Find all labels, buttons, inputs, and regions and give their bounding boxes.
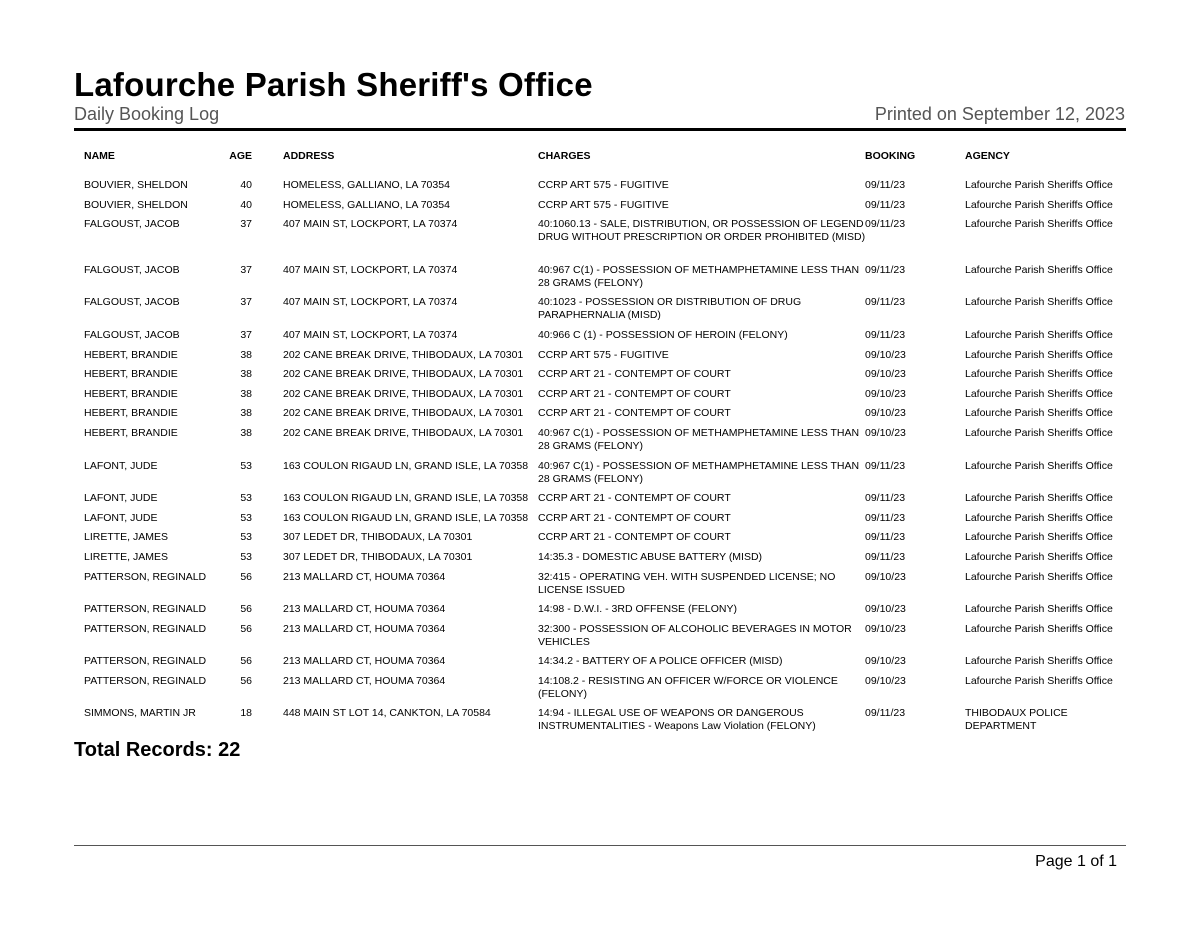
column-header-age: AGE — [229, 150, 252, 162]
record-age: 53 — [240, 492, 252, 505]
record-age: 56 — [240, 674, 252, 687]
record-address: 202 CANE BREAK DRIVE, THIBODAUX, LA 70301 — [283, 387, 524, 400]
table-row — [0, 571, 1200, 604]
table-row — [0, 296, 1200, 329]
record-name: SIMMONS, MARTIN JR — [84, 707, 196, 720]
record-address: 407 MAIN ST, LOCKPORT, LA 70374 — [283, 218, 458, 231]
table-row — [0, 218, 1200, 264]
record-age: 56 — [240, 570, 252, 583]
record-agency: Lafourche Parish Sheriffs Office — [965, 674, 1113, 687]
record-age: 38 — [240, 426, 252, 439]
record-age: 18 — [240, 707, 252, 720]
record-address: 213 MALLARD CT, HOUMA 70364 — [283, 570, 446, 583]
page-number: Page 1 of 1 — [1035, 853, 1117, 870]
record-address: 407 MAIN ST, LOCKPORT, LA 70374 — [283, 263, 458, 276]
record-address: 202 CANE BREAK DRIVE, THIBODAUX, LA 70301 — [283, 426, 524, 439]
record-address: 163 COULON RIGAUD LN, GRAND ISLE, LA 70358 — [283, 492, 529, 505]
record-charges: 40:967 C(1) - POSSESSION OF METHAMPHETAMINE LESS THAN 28 GRAMS (FELONY) — [538, 459, 860, 485]
table-row — [0, 179, 1200, 199]
record-charges: CCRP ART 21 - CONTEMPT OF COURT — [538, 531, 731, 544]
record-charges: 14:108.2 - RESISTING AN OFFICER W/FORCE OR VIOLENCE (FELONY) — [538, 674, 838, 700]
record-booking-date: 09/10/23 — [865, 368, 906, 381]
record-booking-date: 09/11/23 — [865, 707, 906, 720]
report-subtitle: Daily Booking Log — [74, 104, 220, 124]
record-charges: CCRP ART 575 - FUGITIVE — [538, 348, 669, 361]
table-row — [0, 623, 1200, 656]
record-charges: 40:967 C(1) - POSSESSION OF METHAMPHETAMINE LESS THAN 28 GRAMS (FELONY) — [538, 263, 860, 289]
record-name: LAFONT, JUDE — [84, 492, 158, 505]
table-row — [0, 199, 1200, 219]
record-booking-date: 09/11/23 — [865, 550, 906, 563]
record-charges: 40:1060.13 - SALE, DISTRIBUTION, OR POSSESSION OF LEGEND DRUG WITHOUT PRESCRIPTION OR ORDER PROHIBITED (MISD) — [538, 218, 866, 244]
record-booking-date: 09/10/23 — [865, 426, 906, 439]
table-row — [0, 427, 1200, 460]
record-agency: Lafourche Parish Sheriffs Office — [965, 328, 1113, 341]
record-age: 37 — [240, 296, 252, 309]
record-agency: Lafourche Parish Sheriffs Office — [965, 492, 1113, 505]
record-address: 202 CANE BREAK DRIVE, THIBODAUX, LA 70301 — [283, 348, 524, 361]
table-row — [0, 264, 1200, 297]
booking-table — [0, 179, 1200, 740]
record-charges: CCRP ART 21 - CONTEMPT OF COURT — [538, 387, 731, 400]
record-age: 53 — [240, 459, 252, 472]
table-row — [0, 551, 1200, 571]
column-header-name: NAME — [84, 150, 115, 162]
record-agency: Lafourche Parish Sheriffs Office — [965, 218, 1113, 231]
record-address: 407 MAIN ST, LOCKPORT, LA 70374 — [283, 328, 458, 341]
record-charges: CCRP ART 575 - FUGITIVE — [538, 198, 669, 211]
record-booking-date: 09/11/23 — [865, 511, 906, 524]
record-age: 56 — [240, 655, 252, 668]
record-age: 40 — [240, 179, 252, 191]
record-address: HOMELESS, GALLIANO, LA 70354 — [283, 179, 450, 191]
record-booking-date: 09/11/23 — [865, 263, 906, 276]
record-charges: 14:94 - ILLEGAL USE OF WEAPONS OR DANGEROUS INSTRUMENTALITIES - Weapons Law Violation (FELONY) — [538, 707, 816, 733]
record-agency: Lafourche Parish Sheriffs Office — [965, 622, 1113, 635]
record-address: 202 CANE BREAK DRIVE, THIBODAUX, LA 70301 — [283, 368, 524, 381]
record-age: 53 — [240, 511, 252, 524]
record-agency: Lafourche Parish Sheriffs Office — [965, 603, 1113, 616]
record-booking-date: 09/11/23 — [865, 531, 906, 544]
record-charges: 40:966 C (1) - POSSESSION OF HEROIN (FELONY) — [538, 328, 788, 341]
record-booking-date: 09/10/23 — [865, 674, 906, 687]
table-row — [0, 460, 1200, 493]
record-age: 56 — [240, 622, 252, 635]
record-charges: CCRP ART 21 - CONTEMPT OF COURT — [538, 368, 731, 381]
record-agency: Lafourche Parish Sheriffs Office — [965, 655, 1113, 668]
record-address: 163 COULON RIGAUD LN, GRAND ISLE, LA 70358 — [283, 459, 529, 472]
total-records: Total Records: 22 — [74, 739, 241, 761]
record-agency: Lafourche Parish Sheriffs Office — [965, 459, 1113, 472]
record-booking-date: 09/10/23 — [865, 387, 906, 400]
record-booking-date: 09/11/23 — [865, 198, 906, 211]
column-header-agency: AGENCY — [965, 150, 1010, 162]
record-agency: Lafourche Parish Sheriffs Office — [965, 198, 1113, 211]
record-age: 37 — [240, 218, 252, 231]
column-header-booking: BOOKING — [865, 150, 916, 162]
record-booking-date: 09/11/23 — [865, 179, 906, 191]
record-age: 53 — [240, 531, 252, 544]
record-booking-date: 09/10/23 — [865, 407, 906, 420]
record-age: 37 — [240, 263, 252, 276]
record-agency: Lafourche Parish Sheriffs Office — [965, 387, 1113, 400]
printed-date: Printed on September 12, 2023 — [874, 104, 1125, 124]
record-booking-date: 09/11/23 — [865, 296, 906, 309]
table-row — [0, 349, 1200, 369]
record-booking-date: 09/10/23 — [865, 570, 906, 583]
record-name: HEBERT, BRANDIE — [84, 387, 178, 400]
record-booking-date: 09/11/23 — [865, 328, 906, 341]
record-agency: Lafourche Parish Sheriffs Office — [965, 263, 1113, 276]
record-age: 56 — [240, 603, 252, 616]
record-name: HEBERT, BRANDIE — [84, 368, 178, 381]
record-address: 307 LEDET DR, THIBODAUX, LA 70301 — [283, 531, 473, 544]
record-booking-date: 09/10/23 — [865, 622, 906, 635]
record-agency: Lafourche Parish Sheriffs Office — [965, 296, 1113, 309]
record-name: BOUVIER, SHELDON — [84, 198, 188, 211]
record-agency: Lafourche Parish Sheriffs Office — [965, 407, 1113, 420]
record-charges: 32:300 - POSSESSION OF ALCOHOLIC BEVERAGES IN MOTOR VEHICLES — [538, 622, 852, 648]
record-age: 53 — [240, 550, 252, 563]
record-booking-date: 09/10/23 — [865, 603, 906, 616]
table-row — [0, 492, 1200, 512]
record-name: FALGOUST, JACOB — [84, 296, 180, 309]
record-booking-date: 09/11/23 — [865, 218, 906, 231]
record-booking-date: 09/11/23 — [865, 492, 906, 505]
record-age: 37 — [240, 328, 252, 341]
record-address: 213 MALLARD CT, HOUMA 70364 — [283, 603, 446, 616]
column-header-address: ADDRESS — [283, 150, 335, 162]
record-charges: 40:1023 - POSSESSION OR DISTRIBUTION OF DRUG PARAPHERNALIA (MISD) — [538, 296, 802, 322]
record-address: 213 MALLARD CT, HOUMA 70364 — [283, 622, 446, 635]
record-charges: CCRP ART 21 - CONTEMPT OF COURT — [538, 492, 731, 505]
record-name: HEBERT, BRANDIE — [84, 407, 178, 420]
record-name: LIRETTE, JAMES — [84, 550, 169, 563]
record-agency: Lafourche Parish Sheriffs Office — [965, 570, 1113, 583]
record-name: FALGOUST, JACOB — [84, 328, 180, 341]
record-address: HOMELESS, GALLIANO, LA 70354 — [283, 198, 450, 211]
table-row — [0, 388, 1200, 408]
record-name: PATTERSON, REGINALD — [84, 570, 207, 583]
header-divider — [74, 128, 1126, 131]
record-charges: 14:98 - D.W.I. - 3RD OFFENSE (FELONY) — [538, 603, 737, 616]
record-agency: Lafourche Parish Sheriffs Office — [965, 179, 1113, 191]
record-charges: 14:35.3 - DOMESTIC ABUSE BATTERY (MISD) — [538, 550, 763, 563]
record-address: 448 MAIN ST LOT 14, CANKTON, LA 70584 — [283, 707, 491, 720]
footer-divider — [74, 845, 1126, 846]
record-charges: 14:34.2 - BATTERY OF A POLICE OFFICER (MISD) — [538, 655, 783, 668]
record-charges: CCRP ART 21 - CONTEMPT OF COURT — [538, 407, 731, 420]
record-address: 202 CANE BREAK DRIVE, THIBODAUX, LA 70301 — [283, 407, 524, 420]
record-name: HEBERT, BRANDIE — [84, 426, 178, 439]
record-age: 38 — [240, 387, 252, 400]
column-header-charges: CHARGES — [538, 150, 591, 162]
record-name: FALGOUST, JACOB — [84, 218, 180, 231]
record-name: PATTERSON, REGINALD — [84, 622, 207, 635]
record-agency: Lafourche Parish Sheriffs Office — [965, 426, 1113, 439]
page-title: Lafourche Parish Sheriff's Office — [74, 66, 593, 103]
record-name: BOUVIER, SHELDON — [84, 179, 188, 191]
record-address: 163 COULON RIGAUD LN, GRAND ISLE, LA 70358 — [283, 511, 529, 524]
record-agency: Lafourche Parish Sheriffs Office — [965, 531, 1113, 544]
record-agency: THIBODAUX POLICE DEPARTMENT — [965, 707, 1068, 733]
record-name: LIRETTE, JAMES — [84, 531, 169, 544]
table-row — [0, 707, 1200, 740]
record-name: PATTERSON, REGINALD — [84, 655, 207, 668]
table-row — [0, 531, 1200, 551]
record-age: 40 — [240, 198, 252, 211]
record-name: LAFONT, JUDE — [84, 511, 158, 524]
record-charges: 32:415 - OPERATING VEH. WITH SUSPENDED LICENSE; NO LICENSE ISSUED — [538, 570, 836, 596]
record-address: 213 MALLARD CT, HOUMA 70364 — [283, 655, 446, 668]
record-age: 38 — [240, 348, 252, 361]
table-row — [0, 329, 1200, 349]
record-charges: 40:967 C(1) - POSSESSION OF METHAMPHETAMINE LESS THAN 28 GRAMS (FELONY) — [538, 426, 860, 452]
record-name: PATTERSON, REGINALD — [84, 674, 207, 687]
record-booking-date: 09/11/23 — [865, 459, 906, 472]
record-agency: Lafourche Parish Sheriffs Office — [965, 348, 1113, 361]
record-agency: Lafourche Parish Sheriffs Office — [965, 368, 1113, 381]
record-booking-date: 09/10/23 — [865, 348, 906, 361]
record-name: HEBERT, BRANDIE — [84, 348, 178, 361]
table-row — [0, 675, 1200, 708]
record-booking-date: 09/10/23 — [865, 655, 906, 668]
record-agency: Lafourche Parish Sheriffs Office — [965, 550, 1113, 563]
record-address: 213 MALLARD CT, HOUMA 70364 — [283, 674, 446, 687]
record-name: FALGOUST, JACOB — [84, 263, 180, 276]
record-name: PATTERSON, REGINALD — [84, 603, 207, 616]
record-address: 307 LEDET DR, THIBODAUX, LA 70301 — [283, 550, 473, 563]
table-row — [0, 407, 1200, 427]
table-row — [0, 512, 1200, 532]
table-row — [0, 655, 1200, 675]
record-charges: CCRP ART 21 - CONTEMPT OF COURT — [538, 511, 731, 524]
table-header — [0, 150, 1200, 164]
table-row — [0, 603, 1200, 623]
record-charges: CCRP ART 575 - FUGITIVE — [538, 179, 669, 191]
record-agency: Lafourche Parish Sheriffs Office — [965, 511, 1113, 524]
table-row — [0, 368, 1200, 388]
record-address: 407 MAIN ST, LOCKPORT, LA 70374 — [283, 296, 458, 309]
record-age: 38 — [240, 407, 252, 420]
record-name: LAFONT, JUDE — [84, 459, 158, 472]
record-age: 38 — [240, 368, 252, 381]
